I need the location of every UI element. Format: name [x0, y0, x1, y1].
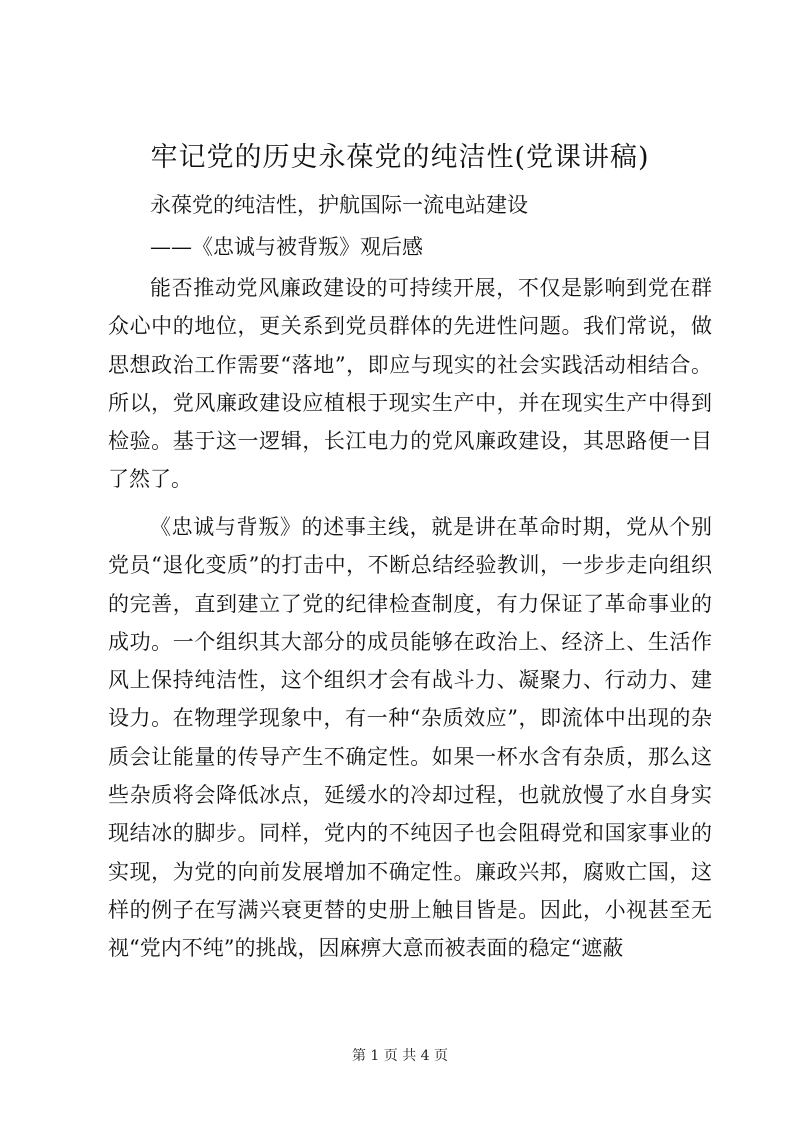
document-subtitle-secondary: ——《忠诚与被背叛》观后感: [150, 235, 423, 259]
body-paragraph: 《忠诚与背叛》的述事主线，就是讲在革命时期，党从个别党员“退化变质”的打击中，不断总结经验教训，一步步走向组织的完善，直到建立了党的纪律检查制度，有力保证了革命事业的成功。一个组织其大部分的成员能够在政治上、经济上、生活作风上保持纯洁性，这个组织才会有战斗力、凝聚力、行动力、建设力。在物理学现象中，有一种“杂质效应”，即流体中出现的杂质会让能量的传导产生不确定性。如果一杯水含有杂质，那么这些杂质将会降低冰点，延缓水的冷却过程，也就放慢了水自身实现结冰的脚步。同样，党内的不纯因子也会阻碍党和国家事业的实现，为党的向前发展增加不确定性。廉政兴邦，腐败亡国，这样的例子在写满兴衰更替的史册上触目皆是。因此，小视甚至无视“党内不纯”的挑战，因麻痹大意而被表面的稳定“遮蔽: [108, 515, 712, 961]
body-paragraph: 能否推动党风廉政建设的可持续开展，不仅是影响到党在群众心中的地位，更关系到党员群体的先进性问题。我们常说，做思想政治工作需要“落地”，即应与现实的社会实践活动相结合。所以，党风廉政建设应植根于现实生产中，并在现实生产中得到检验。基于这一逻辑，长江电力的党风廉政建设，其思路便一目了然了。: [108, 276, 712, 492]
page-number-footer: 第 1 页 共 4 页: [351, 1048, 449, 1064]
document-subtitle: 永葆党的纯洁性，护航国际一流电站建设: [150, 193, 528, 217]
document-title: 牢记党的历史永葆党的纯洁性(党课讲稿): [150, 142, 650, 173]
